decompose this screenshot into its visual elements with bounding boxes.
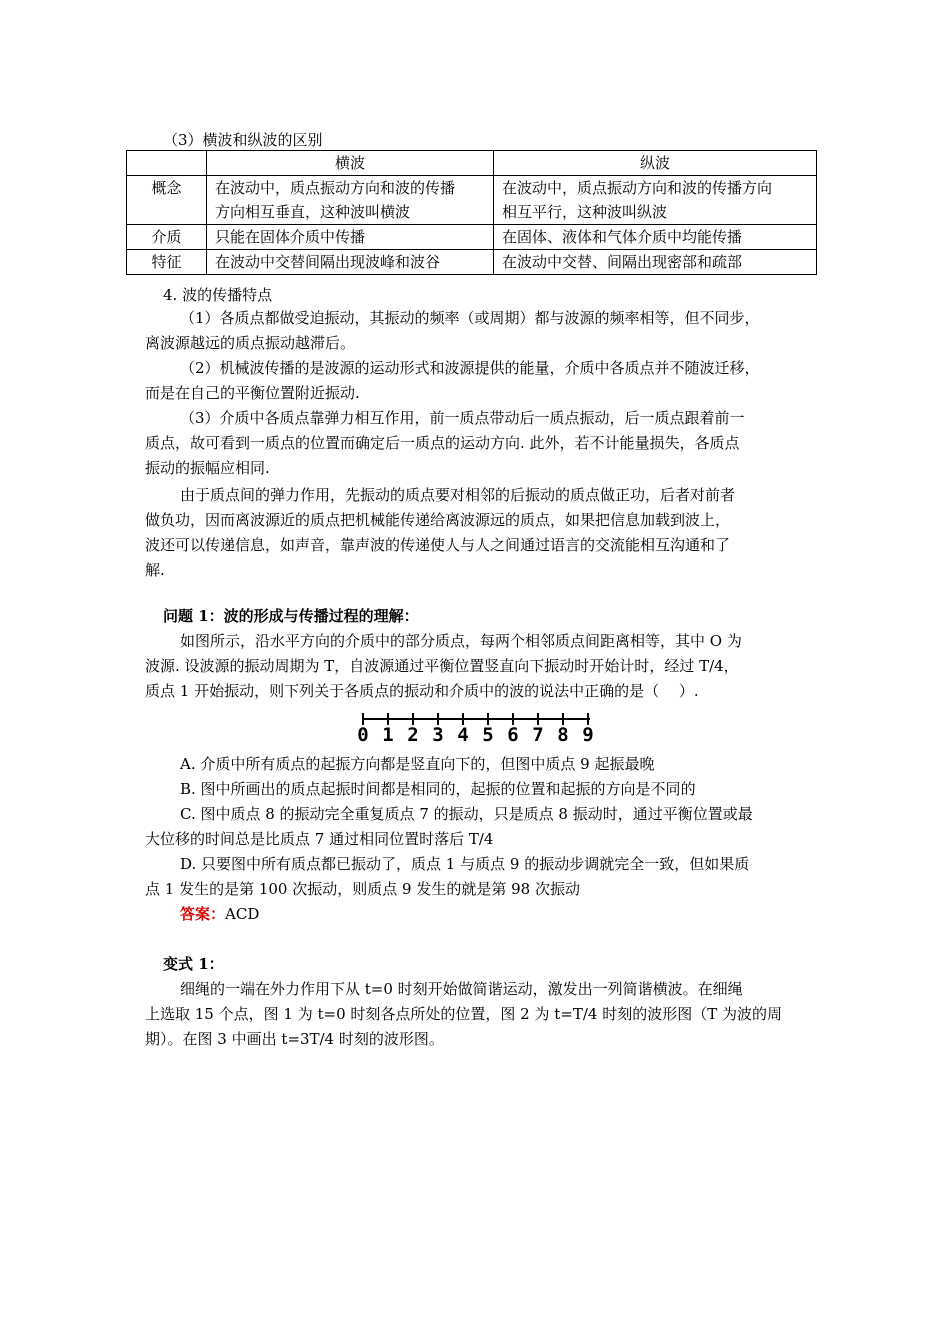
particle-label: 2 — [407, 724, 419, 743]
answer-value: ACD — [225, 905, 260, 923]
question-title: 问题 1：波的形成与传播过程的理解： — [163, 607, 419, 625]
particle-label: 3 — [432, 724, 444, 743]
answer-label: 答案： — [180, 905, 226, 923]
cell-line: 在波动中，质点振动方向和波的传播 — [215, 179, 456, 197]
paragraph-line: 振动的振幅应相同. — [145, 459, 270, 477]
table-cell — [207, 176, 494, 225]
question-stem-line: 波源. 设波源的振动周期为 T，自波源通过平衡位置竖直向下振动时开始计时，经过 T/4， — [145, 657, 739, 675]
section-title: （3）横波和纵波的区别 — [163, 131, 323, 149]
cell-line: 方向相互垂直，这种波叫横波 — [215, 203, 411, 221]
particle-label: 1 — [382, 724, 394, 743]
particle-label: 5 — [482, 724, 494, 743]
table-header-cell: 横波 — [207, 151, 494, 176]
option-d-cont: 点 1 发生的是第 100 次振动，则质点 9 发生的就是第 98 次振动 — [145, 880, 580, 898]
paragraph-line: （1）各质点都做受迫振动，其振动的频率（或周期）都与波源的频率相等，但不同步， — [180, 309, 760, 327]
paragraph-line: 波还可以传递信息，如声音，靠声波的传递使人与人之间通过语言的交流能相互沟通和了 — [145, 536, 731, 554]
paragraph-line: 解. — [145, 561, 165, 579]
question-stem-line: 质点 1 开始振动，则下列关于各质点的振动和介质中的波的说法中正确的是（ ）. — [145, 682, 699, 700]
option-b: B. 图中所画出的质点起振时间都是相同的，起振的位置和起振的方向是不同的 — [180, 780, 696, 798]
particle-line-figure — [355, 711, 600, 743]
particle-label: 4 — [457, 724, 469, 743]
option-d: D. 只要图中所有质点都已振动了，质点 1 与质点 9 的振动步调就完全一致，但如果质 — [180, 855, 750, 873]
option-c-cont: 大位移的时间总是比质点 7 通过相同位置时落后 T/4 — [145, 830, 494, 848]
row-label: 介质 — [127, 225, 207, 250]
label-group — [357, 724, 593, 743]
variant-line: 期）。在图 3 中画出 t=3T/4 时刻的波形图。 — [145, 1030, 444, 1048]
table-header-cell — [127, 151, 207, 176]
particle-label: 8 — [557, 724, 569, 743]
table-header-cell: 纵波 — [494, 151, 817, 176]
paragraph-line: 由于质点间的弹力作用，先振动的质点要对相邻的后振动的质点做正功，后者对前者 — [180, 486, 736, 504]
table-row — [127, 250, 817, 275]
paragraph-line: （2）机械波传播的是波源的运动形式和波源提供的能量，介质中各质点并不随波迁移， — [180, 359, 760, 377]
particle-label: 9 — [582, 724, 594, 743]
question-stem-line: 如图所示，沿水平方向的介质中的部分质点，每两个相邻质点间距离相等，其中 O 为 — [180, 632, 742, 650]
cell-line: 相互平行，这种波叫纵波 — [502, 203, 668, 221]
cell-line: 在波动中，质点振动方向和波的传播方向 — [502, 179, 773, 197]
table-cell: 只能在固体介质中传播 — [207, 225, 494, 250]
paragraph-line: 而是在自己的平衡位置附近振动. — [145, 384, 360, 402]
heading-wave-features: 4. 波的传播特点 — [163, 286, 273, 304]
paragraph-line: （3）介质中各质点靠弹力相互作用，前一质点带动后一质点振动，后一质点跟着前一 — [180, 409, 745, 427]
paragraph-line: 做负功，因而离波源近的质点把机械能传递给离波源远的质点，如果把信息加载到波上， — [145, 511, 731, 529]
table-row — [127, 176, 817, 225]
table-row — [127, 225, 817, 250]
particle-label: 7 — [532, 724, 544, 743]
paragraph-line: 离波源越远的质点振动越滞后。 — [145, 334, 356, 352]
answer-line — [180, 902, 259, 927]
comparison-table — [126, 150, 817, 275]
variant-title: 变式 1： — [163, 955, 224, 973]
table-cell — [494, 176, 817, 225]
row-label: 特征 — [127, 250, 207, 275]
variant-line: 细绳的一端在外力作用下从 t=0 时刻开始做简谐运动，激发出一列简谐横波。在细绳 — [180, 980, 743, 998]
table-cell: 在固体、液体和气体介质中均能传播 — [494, 225, 817, 250]
particle-label: 6 — [507, 724, 519, 743]
paragraph-line: 质点，故可看到一质点的位置而确定后一质点的运动方向. 此外，若不计能量损失，各质点 — [145, 434, 740, 452]
table-cell: 在波动中交替、间隔出现密部和疏部 — [494, 250, 817, 275]
table-header-row — [127, 151, 817, 176]
row-label: 概念 — [127, 176, 207, 225]
variant-line: 上选取 15 个点，图 1 为 t=0 时刻各点所处的位置，图 2 为 t=T/4 时刻的波形图（T 为波的周 — [145, 1005, 782, 1023]
table-cell: 在波动中交替间隔出现波峰和波谷 — [207, 250, 494, 275]
option-a: A. 介质中所有质点的起振方向都是竖直向下的，但图中质点 9 起振最晚 — [180, 755, 655, 773]
particle-label: 0 — [357, 724, 369, 743]
option-c: C. 图中质点 8 的振动完全重复质点 7 的振动，只是质点 8 振动时，通过平衡位置或最 — [180, 805, 753, 823]
